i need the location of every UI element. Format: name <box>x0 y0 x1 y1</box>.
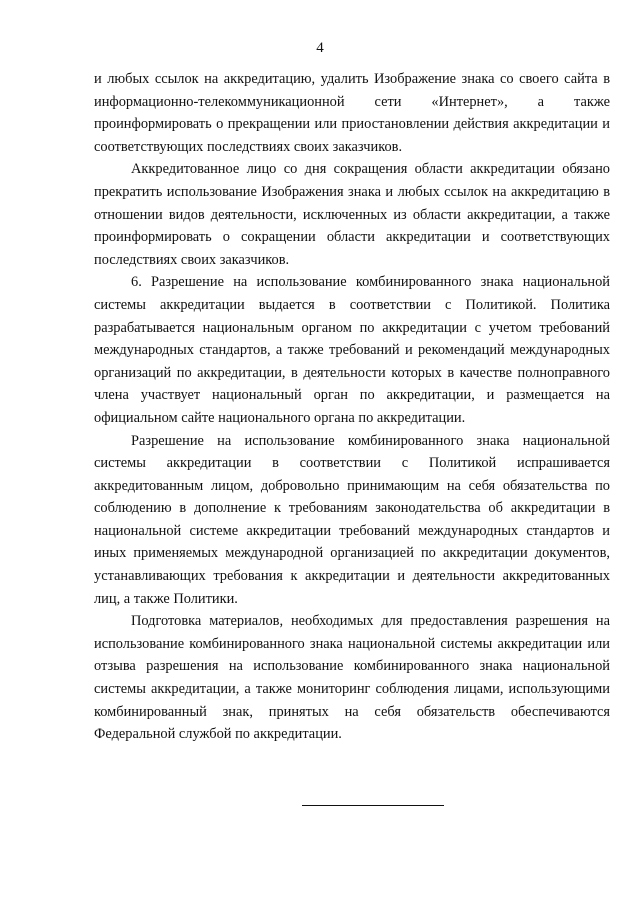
paragraph: Разрешение на использование комбинированного знака национальной системы аккредитации в соответствии с Политикой испрашивается аккредитованным лицом, добровольно принимающим на себя обязательства по соблюдению в дополнение к требованиям законодательства об аккредитации в национальной системе аккредитации требований международных стандартов и иных применяемых международной организацией по аккредитации документов, устанавливающих требования к аккредитации и деятельности аккредитованных лиц, а также Политики. <box>94 432 610 607</box>
paragraph: Аккредитованное лицо со дня сокращения области аккредитации обязано прекратить использование Изображения знака и любых ссылок на аккредитацию в отношении видов деятельности, исключенных из области аккредитации, а также проинформировать о сокращении области аккредитации и соответствующих последствиях своих заказчиков. <box>94 161 610 268</box>
end-of-text-rule <box>302 805 444 806</box>
paragraph: 6. Разрешение на использование комбинированного знака национальной системы аккредитации выдается в соответствии с Политикой. Политика разрабатывается национальным органом по аккредитации с учетом требований международных стандартов, а также требований и рекомендаций международных организаций по аккредитации, в деятельности которых в качестве полноправного члена участвует национальный орган по аккредитации, и размещается на официальном сайте национального органа по аккредитации. <box>94 274 610 426</box>
document-body <box>94 68 610 746</box>
paragraph: Подготовка материалов, необходимых для предоставления разрешения на использование комбинированного знака национальной системы аккредитации или отзыва разрешения на использование комбинированного знака национальной системы аккредитации, а также мониторинг соблюдения лицами, использующими комбинированный знак, принятых на себя обязательств обеспечиваются Федеральной службой по аккредитации. <box>94 613 610 743</box>
paragraph-continued: и любых ссылок на аккредитацию, удалить Изображение знака со своего сайта в информационно-телекоммуникационной сети «Интернет», а также проинформировать о прекращении или приостановлении действия аккредитации и соответствующих последствиях своих заказчиков. <box>94 71 610 155</box>
page-number: 4 <box>316 40 324 56</box>
